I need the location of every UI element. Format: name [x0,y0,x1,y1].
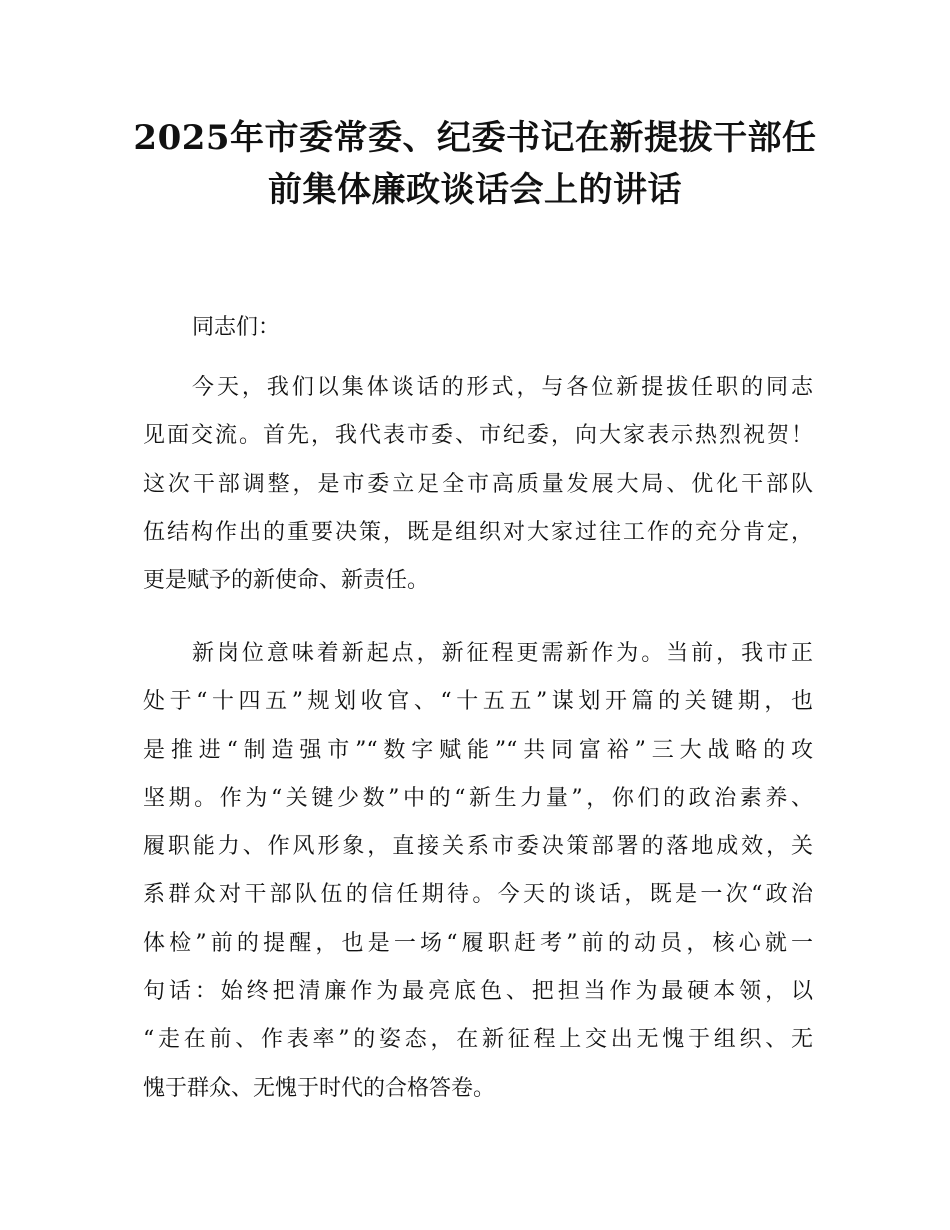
paragraph-1 [143,364,813,605]
document-title [100,112,850,216]
paragraph-2-line: 新岗位意味着新起点，新征程更需新作为。当前，我市正 [192,641,813,666]
paragraph-1-line: 见面交流。首先，我代表市委、市纪委，向大家表示热烈祝贺！ [143,423,813,449]
paragraph-2-line: 处于“十四五”规划收官、“十五五”谋划开篇的关键期，也 [143,689,813,715]
paragraph-2-line: 坚期。作为“关键少数”中的“新生力量”，你们的政治素养、 [143,785,813,811]
title-line-2: 前集体廉政谈话会上的讲话 [268,170,682,210]
paragraph-2-line: 句话：始终把清廉作为最亮底色、把担当作为最硬本领，以 [143,979,813,1005]
paragraph-1-line: 今天，我们以集体谈话的形式，与各位新提拔任职的同志 [192,375,813,400]
paragraph-1-line: 伍结构作出的重要决策，既是组织对大家过往工作的充分肯定， [143,519,813,545]
paragraph-2-line: 履职能力、作风形象，直接关系市委决策部署的落地成效，关 [143,834,813,860]
paragraph-1-line: 更是赋予的新使命、新责任。 [143,568,430,594]
paragraph-2 [143,630,813,1113]
paragraph-2-line: “走在前、作表率”的姿态，在新征程上交出无愧于组织、无 [143,1027,813,1053]
paragraph-1-line: 这次干部调整，是市委立足全市高质量发展大局、优化干部队 [143,471,813,497]
salutation: 同志们： [192,315,281,340]
paragraph-2-line: 系群众对干部队伍的信任期待。今天的谈话，既是一次“政治 [143,882,813,908]
paragraph-2-line: 是推进“制造强市”“数字赋能”“共同富裕”三大战略的攻 [143,737,813,763]
title-line-1: 2025年市委常委、纪委书记在新提拔干部任 [133,118,817,158]
paragraph-2-line: 愧于群众、无愧于时代的合格答卷。 [143,1075,496,1101]
paragraph-2-line: 体检”前的提醒，也是一场“履职赶考”前的动员，核心就一 [143,930,813,956]
